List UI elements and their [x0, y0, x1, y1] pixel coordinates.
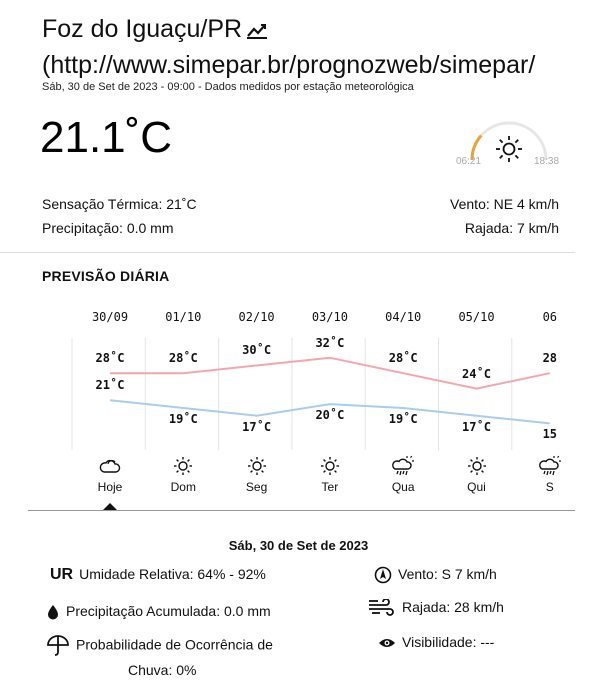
- sun-icon: [494, 134, 524, 164]
- forecast-day-date: 04/10: [385, 310, 422, 324]
- forecast-chart: [0, 300, 575, 500]
- chart-icon[interactable]: [246, 21, 268, 39]
- current-temperature: 21.1˚C: [40, 113, 173, 162]
- accumulated-text: Precipitação Acumulada: 0.0 mm: [66, 603, 271, 619]
- forecast-day-date: 06: [542, 310, 558, 324]
- humidity-text: Umidade Relativa: 64% - 92%: [79, 566, 266, 582]
- forecast-bottom-rule: [28, 510, 575, 511]
- sunrise-time: 06:21: [456, 156, 482, 167]
- sun-icon: [465, 455, 489, 477]
- sun-widget: [456, 108, 562, 170]
- forecast-day-name[interactable]: Qua: [391, 480, 415, 494]
- min-temp-label: 20˚C: [315, 408, 345, 423]
- accumulated-row: [46, 603, 271, 620]
- selected-day-pointer: [103, 503, 117, 510]
- max-temp-label: 28˚C: [388, 351, 418, 366]
- visibility-row: [378, 634, 494, 650]
- forecast-day-name[interactable]: Ter: [321, 480, 339, 494]
- forecast-section-title: PREVISÃO DIÁRIA: [42, 268, 170, 284]
- sun-icon: [318, 455, 342, 477]
- location-title: [42, 14, 597, 44]
- detail-gust-text: Rajada: 28 km/h: [402, 599, 504, 615]
- rain-prob-row: [46, 635, 273, 657]
- forecast-day-date: 02/10: [238, 310, 275, 324]
- max-temp-label: 30˚C: [242, 343, 272, 358]
- min-temp-label: 19˚C: [168, 411, 198, 426]
- detail-wind-text: Vento: S 7 km/h: [398, 566, 497, 582]
- forecast-day-name[interactable]: Dom: [170, 480, 196, 494]
- current-precipitation: Precipitação: 0.0 mm: [42, 220, 174, 236]
- forecast-day-date: 03/10: [311, 310, 348, 324]
- detail-wind-row: [374, 566, 497, 584]
- measurement-subtitle: Sáb, 30 de Set de 2023 - 09:00 - Dados medidos por estação meteorológica: [42, 81, 414, 93]
- location-url[interactable]: (http://www.simepar.br/prognozweb/simepar/: [42, 51, 536, 79]
- current-wind: Vento: NE 4 km/h: [450, 196, 559, 212]
- humidity-abbr: UR: [50, 566, 74, 583]
- humidity-row: [50, 566, 266, 584]
- max-temp-label: 32˚C: [315, 335, 345, 350]
- cloud-icon: [98, 455, 122, 477]
- location-title-text: Foz do Iguaçu/PR: [42, 15, 243, 43]
- min-temp-label: 21˚C: [95, 378, 125, 393]
- forecast-day-date: 05/10: [458, 310, 495, 324]
- detail-date: Sáb, 30 de Set de 2023: [228, 538, 369, 553]
- detail-gust-row: [368, 599, 504, 617]
- eye-icon: [378, 637, 396, 649]
- divider: [0, 252, 575, 253]
- forecast-day-date: 30/09: [91, 310, 129, 324]
- rain-sun-icon: [538, 455, 562, 477]
- drop-icon: [46, 604, 60, 620]
- max-temp-label: 24˚C: [462, 366, 491, 381]
- umbrella-icon: [46, 635, 70, 657]
- forecast-day-name[interactable]: Hoje: [97, 480, 123, 494]
- compass-icon: [374, 566, 392, 584]
- forecast-day-name[interactable]: Seg: [245, 480, 268, 494]
- min-temp-label: 17˚C: [462, 419, 491, 434]
- forecast-day-date: 01/10: [165, 310, 202, 324]
- rain-sun-icon: [391, 455, 415, 477]
- max-temp-label: 28: [542, 351, 558, 366]
- rain-prob-text-1: Probabilidade de Ocorrência de: [76, 636, 273, 653]
- min-temp-label: 17˚C: [242, 419, 272, 434]
- rain-prob-text-2: Chuva: 0%: [128, 662, 197, 678]
- sunset-time: 18:38: [534, 156, 560, 167]
- min-temp-label: 15: [542, 427, 558, 442]
- feels-like: Sensação Térmica: 21˚C: [42, 196, 197, 212]
- wind-icon: [368, 599, 396, 617]
- min-temp-label: 19˚C: [388, 411, 418, 426]
- max-temp-label: 28˚C: [168, 351, 198, 366]
- visibility-text: Visibilidade: ---: [402, 634, 495, 650]
- sun-icon: [245, 455, 269, 477]
- max-temp-label: 28˚C: [95, 351, 125, 366]
- current-gust: Rajada: 7 km/h: [464, 220, 559, 236]
- forecast-day-name[interactable]: Qui: [467, 480, 486, 494]
- forecast-day-name[interactable]: S: [545, 480, 554, 494]
- sun-icon: [171, 455, 195, 477]
